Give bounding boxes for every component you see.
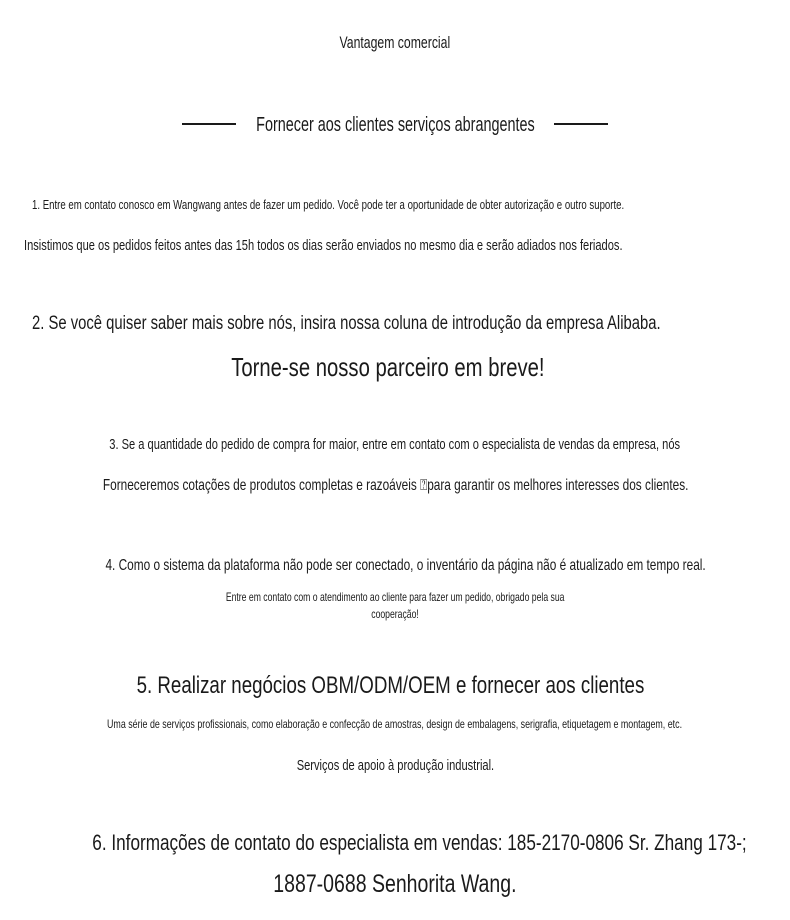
paragraph-6-line-1	[0, 830, 790, 856]
paragraph-4-line-1-text: 4. Como o sistema da plataforma não pode ser conectado, o inventário da página não é atualizado em tempo real.	[105, 557, 706, 574]
paragraph-3-line-2	[0, 476, 790, 495]
right-divider	[554, 123, 608, 125]
paragraph-5-line-3-text: Serviços de apoio à produção industrial.	[296, 757, 494, 774]
page-title	[0, 33, 790, 53]
paragraph-4-line-2-text: Entre em contato com o atendimento ao cliente para fazer um pedido, obrigado pela sua	[225, 590, 565, 604]
paragraph-4-line-1	[0, 556, 790, 575]
paragraph-5-line-2	[0, 717, 790, 731]
paragraph-4-line-3-text: cooperação!	[371, 607, 419, 621]
paragraph-2-line-2	[0, 352, 790, 383]
paragraph-6-line-1-text: 6. Informações de contato do especialista em vendas: 185-2170-0806 Sr. Zhang 173-;	[92, 830, 747, 855]
page-title-text: Vantagem comercial	[339, 33, 451, 52]
paragraph-4-line-3	[0, 607, 790, 621]
paragraph-2-line-1-text: 2. Se você quiser saber mais sobre nós, insira nossa coluna de introdução da empresa Alibaba.	[32, 313, 661, 334]
paragraph-5-line-3	[0, 757, 790, 775]
paragraph-3-line-1-text: 3. Se a quantidade do pedido de compra for maior, entre em contato com o especialista de vendas da empresa, nós	[109, 436, 681, 453]
paragraph-6-line-2-text: 1887-0688 Senhorita Wang.	[273, 870, 517, 898]
section-subtitle	[0, 113, 790, 137]
paragraph-1-line-2	[24, 237, 790, 255]
paragraph-5-line-2-text: Uma série de serviços profissionais, como elaboração e confecção de amostras, design de embalagens, serigrafia, etiquetagem e montagem, etc.	[107, 717, 683, 731]
left-divider	[182, 123, 236, 125]
paragraph-2-line-2-text: Torne-se nosso parceiro em breve!	[231, 352, 545, 382]
section-subtitle-text: Fornecer aos clientes serviços abrangentes	[255, 114, 535, 136]
paragraph-3-line-2-text: Forneceremos cotações de produtos completas e razoáveis ⍰para garantir os melhores interesses dos clientes.	[102, 477, 689, 494]
paragraph-3-line-1	[0, 436, 790, 454]
paragraph-1-line-1	[32, 197, 790, 213]
paragraph-1-line-1-text: 1. Entre em contato conosco em Wangwang antes de fazer um pedido. Você pode ter a oportunidade de obter autorização e outro suporte.	[32, 197, 625, 212]
paragraph-1-line-2-text: Insistimos que os pedidos feitos antes das 15h todos os dias serão enviados no mesmo dia e serão adiados nos feriados.	[24, 237, 623, 254]
paragraph-4-line-2	[0, 590, 790, 604]
paragraph-2-line-1	[32, 313, 790, 336]
paragraph-5-line-1	[0, 672, 790, 701]
paragraph-6-line-2	[0, 869, 790, 899]
paragraph-5-line-1-text: 5. Realizar negócios OBM/ODM/OEM e fornecer aos clientes	[136, 672, 644, 699]
